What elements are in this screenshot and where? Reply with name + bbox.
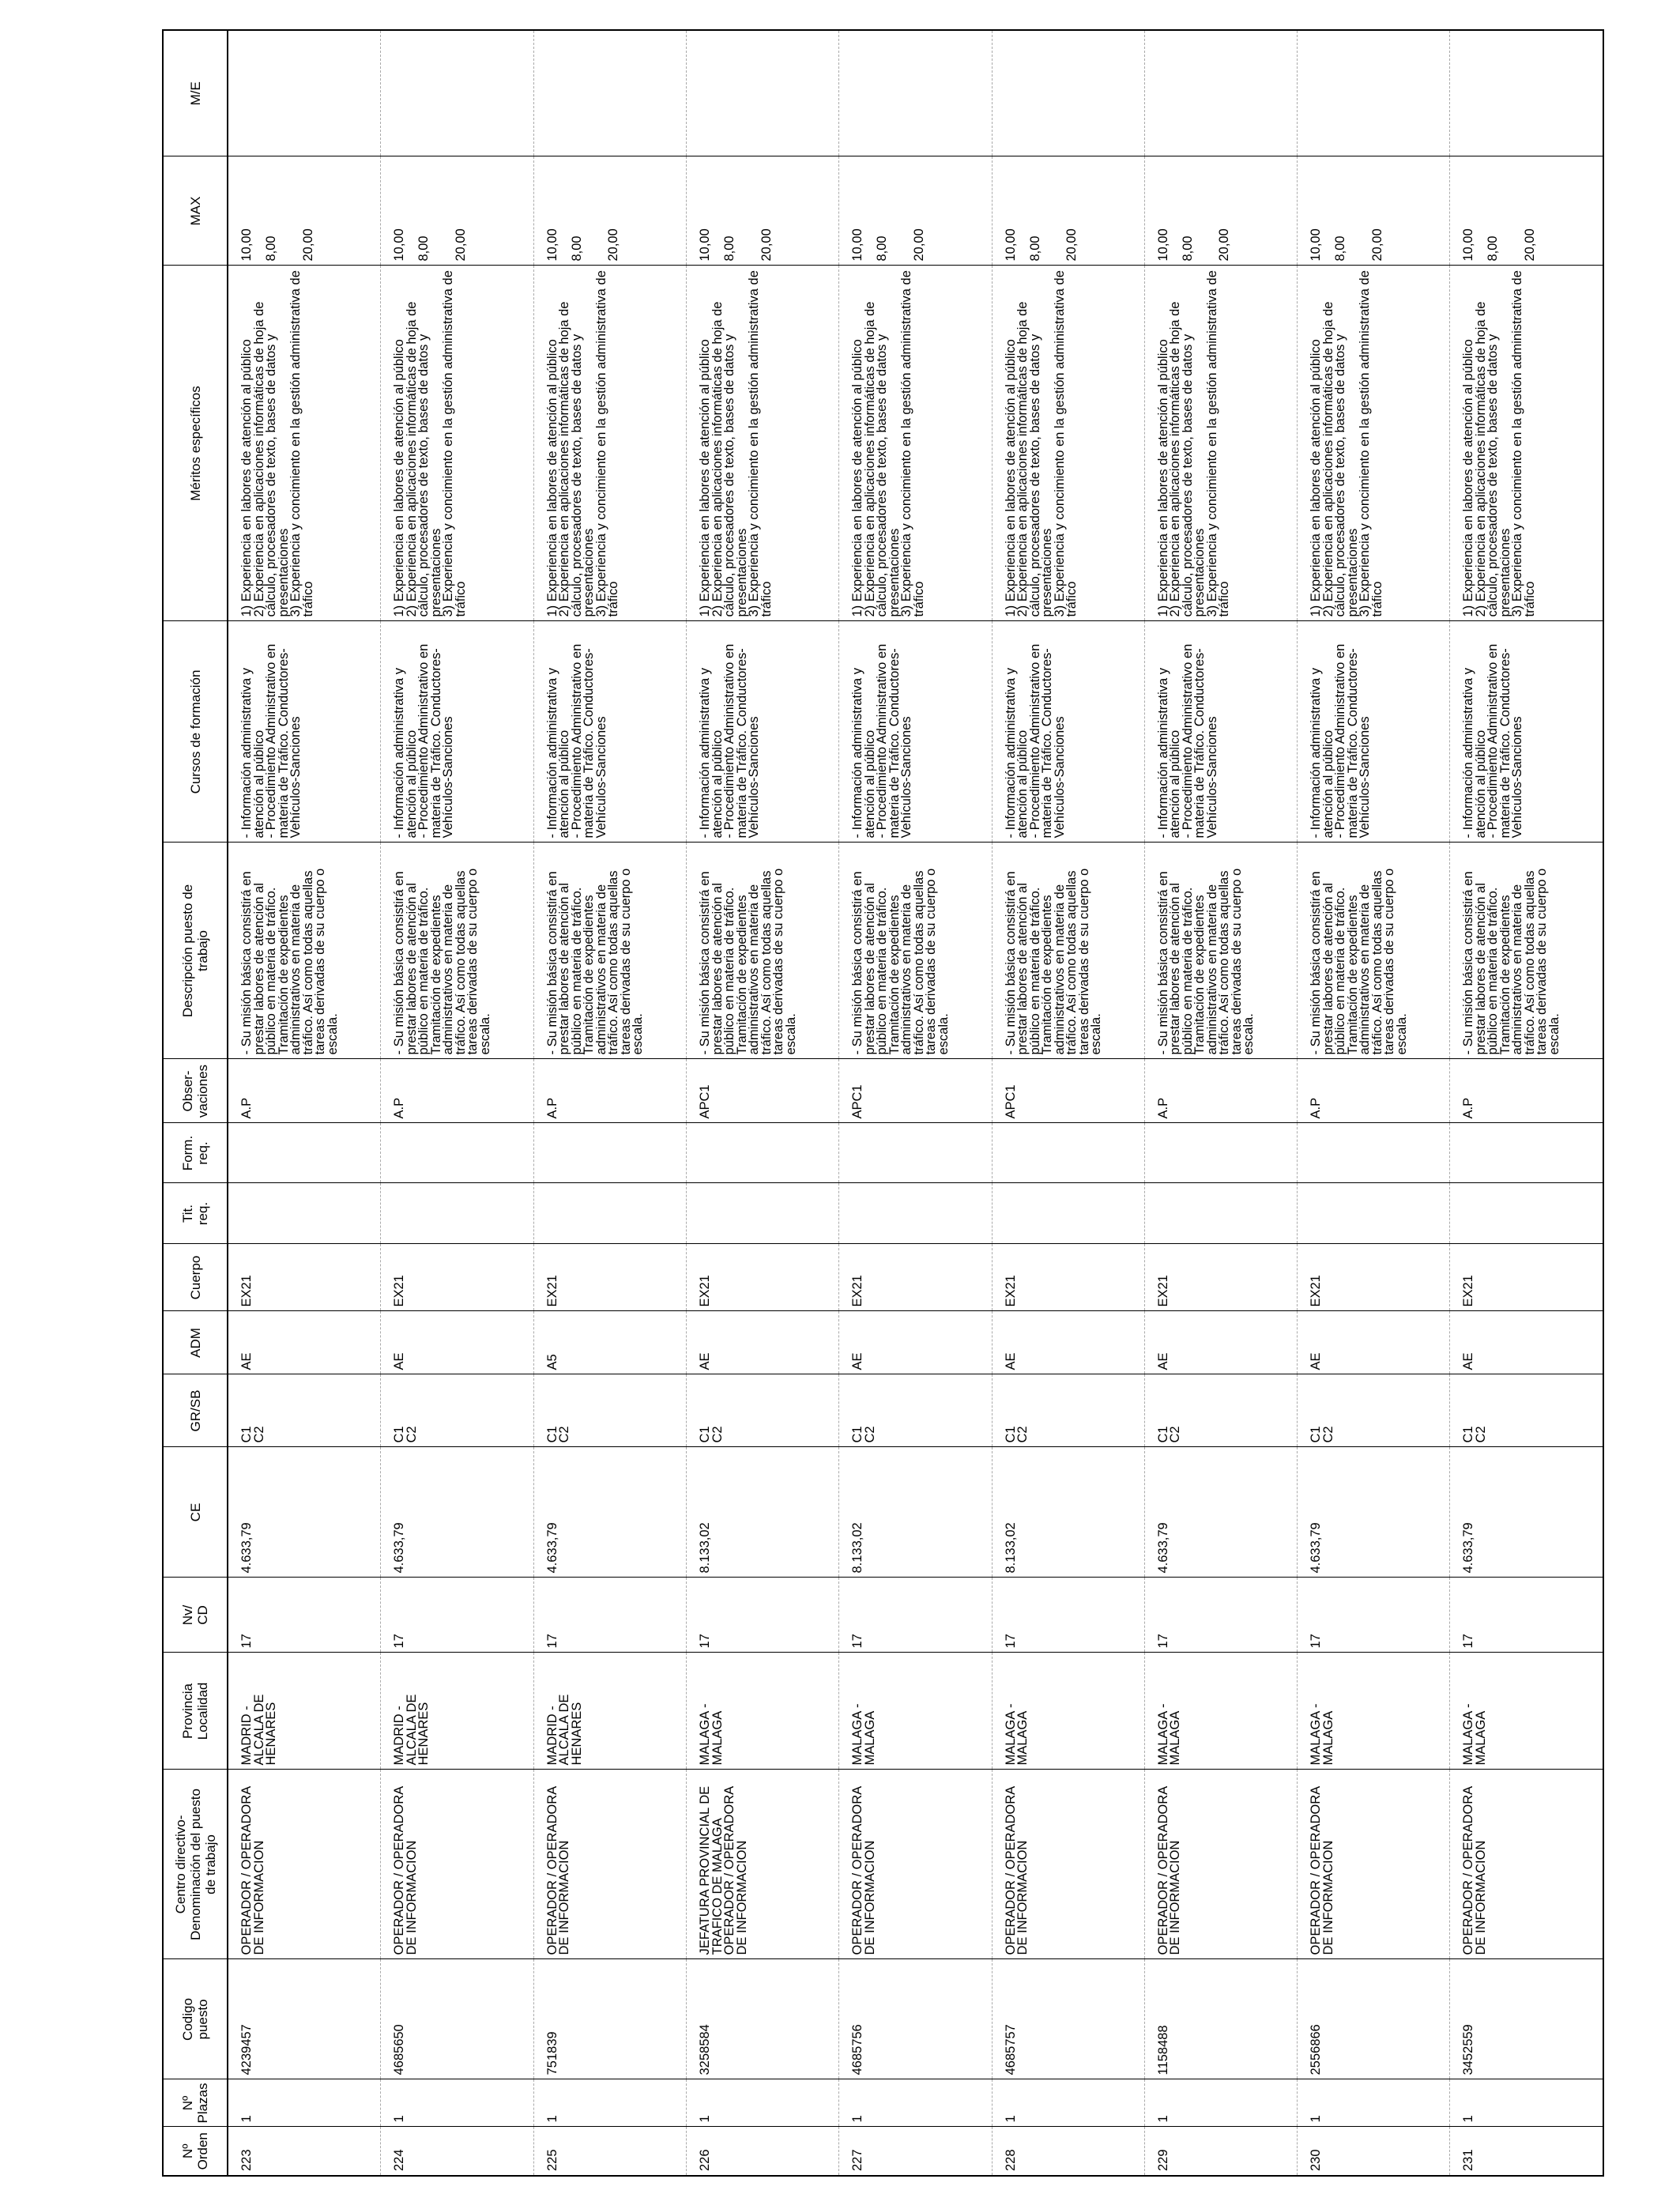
header-meritos: Méritos específicos [163,266,228,621]
cell-formacion [1298,1123,1450,1183]
cell-nivel: 17 [1450,1578,1603,1653]
denominacion-puesto: OPERADOR / OPERADORA DE INFORMACION [1003,1786,1030,1955]
cell-centro [687,1770,839,1959]
header-formacion: Form. req. [163,1123,228,1183]
cell-codigo: 4239457 [228,1959,381,2079]
cell-meritos: 1) Experiencia en labores de atención al público 2) Experiencia en aplicaciones informáticas de hoja de cálculo, procesadores de texto, bases de datos y presentaciones 3) Experiencia y concimiento en la gestión administrativa de tráfico [1144,266,1297,621]
cell-meritos: 1) Experiencia en labores de atención al público 2) Experiencia en aplicaciones informáticas de hoja de cálculo, procesadores de texto, bases de datos y presentaciones 3) Experiencia y concimiento en la gestión administrativa de tráfico [687,266,839,621]
cell-descripcion: - Su misión básica consistirá en prestar labores de atención al público en materia de tráfico. Tramitación de expedientes administrativos en materia de tráfico. Así como todas aquellas tareas derivadas de su cuerpo o escala. [533,843,686,1059]
cell-me [839,30,992,156]
cell-codigo: 2556866 [1298,1959,1450,2079]
header-max: MAX [163,156,228,266]
cell-cursos: - Información administrativa y atención al público - Procedimiento Administrativo en materia de Tráfico. Conductores-Vehículos-Sanciones [533,621,686,843]
cell-adm: AE [839,1311,992,1374]
cell-centro [533,1770,686,1959]
cell-centro [1298,1770,1450,1959]
denominacion-puesto: OPERADOR / OPERADORA DE INFORMACION [1461,1786,1488,1955]
table-row [687,30,839,2176]
cell-max: 10,00 8,00 20,00 [1144,156,1297,266]
cell-observaciones: A.P [228,1059,381,1123]
header-ce: CE [163,1447,228,1578]
header-provincia: Provincia Localidad [163,1653,228,1770]
cell-formacion [839,1123,992,1183]
cell-orden: 227 [839,2127,992,2176]
cell-me [228,30,381,156]
cell-ce: 4.633,79 [381,1447,533,1578]
cell-me [687,30,839,156]
cell-cuerpo: EX21 [1298,1244,1450,1311]
cell-cursos: - Información administrativa y atención al público - Procedimiento Administrativo en materia de Tráfico. Conductores-Vehículos-Sanciones [381,621,533,843]
header-centro: Centro directivo- Denominación del puesto de trabajo [163,1770,228,1959]
table-row [992,30,1144,2176]
cell-meritos: 1) Experiencia en labores de atención al público 2) Experiencia en aplicaciones informáticas de hoja de cálculo, procesadores de texto, bases de datos y presentaciones 3) Experiencia y concimiento en la gestión administrativa de tráfico [839,266,992,621]
cell-descripcion: - Su misión básica consistirá en prestar labores de atención al público en materia de tráfico. Tramitación de expedientes administrativos en materia de tráfico. Así como todas aquellas tareas derivadas de su cuerpo o escala. [381,843,533,1059]
cell-cuerpo: EX21 [381,1244,533,1311]
cell-adm: AE [1144,1311,1297,1374]
cell-grupo: C1 C2 [228,1374,381,1447]
cell-provincia: MALAGA - MALAGA [1450,1653,1603,1770]
cell-observaciones: A.P [381,1059,533,1123]
cell-nivel: 17 [992,1578,1144,1653]
cell-provincia: MALAGA - MALAGA [1298,1653,1450,1770]
cell-descripcion: - Su misión básica consistirá en prestar labores de atención al público en materia de tráfico. Tramitación de expedientes administrativos en materia de tráfico. Así como todas aquellas tareas derivadas de su cuerpo o escala. [992,843,1144,1059]
cell-descripcion: - Su misión básica consistirá en prestar labores de atención al público en materia de tráfico. Tramitación de expedientes administrativos en materia de tráfico. Así como todas aquellas tareas derivadas de su cuerpo o escala. [1450,843,1603,1059]
cell-titulacion [992,1183,1144,1244]
cell-formacion [1450,1123,1603,1183]
cell-meritos: 1) Experiencia en labores de atención al público 2) Experiencia en aplicaciones informáticas de hoja de cálculo, procesadores de texto, bases de datos y presentaciones 3) Experiencia y concimiento en la gestión administrativa de tráfico [533,266,686,621]
header-titulacion: Tit. req. [163,1183,228,1244]
cell-ce: 4.633,79 [1450,1447,1603,1578]
table-body [228,30,1603,2176]
header-plazas: Nº Plazas [163,2079,228,2127]
cell-observaciones: A.P [1144,1059,1297,1123]
cell-provincia: MADRID - ALCALA DE HENARES [381,1653,533,1770]
cell-plazas: 1 [992,2079,1144,2127]
cell-observaciones: APC1 [839,1059,992,1123]
cell-centro [1144,1770,1297,1959]
denominacion-puesto: OPERADOR / OPERADORA DE INFORMACION [1155,1786,1183,1955]
cell-adm: AE [1298,1311,1450,1374]
cell-max: 10,00 8,00 20,00 [687,156,839,266]
header-cursos: Cursos de formación [163,621,228,843]
cell-grupo: C1 C2 [687,1374,839,1447]
header-codigo: Codigo puesto [163,1959,228,2079]
cell-meritos: 1) Experiencia en labores de atención al público 2) Experiencia en aplicaciones informáticas de hoja de cálculo, procesadores de texto, bases de datos y presentaciones 3) Experiencia y concimiento en la gestión administrativa de tráfico [228,266,381,621]
cell-meritos: 1) Experiencia en labores de atención al público 2) Experiencia en aplicaciones informáticas de hoja de cálculo, procesadores de texto, bases de datos y presentaciones 3) Experiencia y concimiento en la gestión administrativa de tráfico [992,266,1144,621]
cell-cuerpo: EX21 [228,1244,381,1311]
cell-formacion [533,1123,686,1183]
cell-centro [381,1770,533,1959]
cell-codigo: 3258584 [687,1959,839,2079]
cell-max: 10,00 8,00 20,00 [381,156,533,266]
cell-observaciones: APC1 [992,1059,1144,1123]
cell-grupo: C1 C2 [839,1374,992,1447]
cell-adm: AE [1450,1311,1603,1374]
cell-cursos: - Información administrativa y atención al público - Procedimiento Administrativo en materia de Tráfico. Conductores-Vehículos-Sanciones [1298,621,1450,843]
cell-orden: 226 [687,2127,839,2176]
denominacion-puesto: OPERADOR / OPERADORA DE INFORMACION [544,1786,572,1955]
table-row [228,30,381,2176]
cell-centro [839,1770,992,1959]
cell-plazas: 1 [839,2079,992,2127]
table-row [1144,30,1297,2176]
header-adm: ADM [163,1311,228,1374]
cell-cuerpo: EX21 [1144,1244,1297,1311]
denominacion-puesto: OPERADOR / OPERADORA DE INFORMACION [1309,1786,1335,1955]
header-grupo: GR/SB [163,1374,228,1447]
cell-observaciones: A.P [1298,1059,1450,1123]
cell-adm: AE [992,1311,1144,1374]
header-row [163,30,228,2176]
cell-me [1298,30,1450,156]
cell-ce: 8.133,02 [839,1447,992,1578]
cell-orden: 228 [992,2127,1144,2176]
cell-adm: AE [381,1311,533,1374]
cell-codigo: 1158488 [1144,1959,1297,2079]
cell-nivel: 17 [228,1578,381,1653]
cell-codigo: 4685650 [381,1959,533,2079]
cell-formacion [992,1123,1144,1183]
header-me: M/E [163,30,228,156]
cell-observaciones: A.P [533,1059,686,1123]
cell-adm: AE [228,1311,381,1374]
denominacion-puesto: OPERADOR / OPERADORA DE INFORMACION [392,1786,419,1955]
cell-provincia: MALAGA - MALAGA [687,1653,839,1770]
cell-me [533,30,686,156]
cell-descripcion: - Su misión básica consistirá en prestar labores de atención al público en materia de tráfico. Tramitación de expedientes administrativos en materia de tráfico. Así como todas aquellas tareas derivadas de su cuerpo o escala. [839,843,992,1059]
cell-provincia: MALAGA - MALAGA [839,1653,992,1770]
cell-orden: 229 [1144,2127,1297,2176]
cell-titulacion [1144,1183,1297,1244]
cell-orden: 223 [228,2127,381,2176]
table-row [381,30,533,2176]
cell-grupo: C1 C2 [1144,1374,1297,1447]
cell-centro [1450,1770,1603,1959]
cell-me [992,30,1144,156]
cell-cursos: - Información administrativa y atención al público - Procedimiento Administrativo en materia de Tráfico. Conductores-Vehículos-Sanciones [228,621,381,843]
cell-cursos: - Información administrativa y atención al público - Procedimiento Administrativo en materia de Tráfico. Conductores-Vehículos-Sanciones [992,621,1144,843]
cell-plazas: 1 [228,2079,381,2127]
cell-formacion [228,1123,381,1183]
cell-titulacion [1298,1183,1450,1244]
cell-nivel: 17 [1144,1578,1297,1653]
cell-cursos: - Información administrativa y atención al público - Procedimiento Administrativo en materia de Tráfico. Conductores-Vehículos-Sanciones [1144,621,1297,843]
cell-ce: 8.133,02 [992,1447,1144,1578]
cell-titulacion [533,1183,686,1244]
cell-nivel: 17 [839,1578,992,1653]
cell-formacion [1144,1123,1297,1183]
cell-me [1144,30,1297,156]
cell-provincia: MALAGA - MALAGA [992,1653,1144,1770]
cell-cursos: - Información administrativa y atención al público - Procedimiento Administrativo en materia de Tráfico. Conductores-Vehículos-Sanciones [1450,621,1603,843]
cell-max: 10,00 8,00 20,00 [1450,156,1603,266]
cell-cuerpo: EX21 [687,1244,839,1311]
cell-nivel: 17 [1298,1578,1450,1653]
cell-me [1450,30,1603,156]
cell-grupo: C1 C2 [992,1374,1144,1447]
cell-max: 10,00 8,00 20,00 [1298,156,1450,266]
cell-centro [228,1770,381,1959]
cell-plazas: 1 [687,2079,839,2127]
header-descripcion: Descripción puesto de trabajo [163,843,228,1059]
cell-descripcion: - Su misión básica consistirá en prestar labores de atención al público en materia de tráfico. Tramitación de expedientes administrativos en materia de tráfico. Así como todas aquellas tareas derivadas de su cuerpo o escala. [1144,843,1297,1059]
cell-plazas: 1 [1450,2079,1603,2127]
cell-orden: 225 [533,2127,686,2176]
header-observaciones: Obser- vaciones [163,1059,228,1123]
cell-cuerpo: EX21 [992,1244,1144,1311]
cell-titulacion [381,1183,533,1244]
cell-me [381,30,533,156]
cell-orden: 224 [381,2127,533,2176]
cell-plazas: 1 [1298,2079,1450,2127]
cell-max: 10,00 8,00 20,00 [533,156,686,266]
denominacion-puesto: OPERADOR / OPERADORA DE INFORMACION [850,1786,877,1955]
cell-titulacion [687,1183,839,1244]
table-row [1298,30,1450,2176]
cell-adm: AE [687,1311,839,1374]
cell-cursos: - Información administrativa y atención al público - Procedimiento Administrativo en materia de Tráfico. Conductores-Vehículos-Sanciones [839,621,992,843]
cell-cuerpo: EX21 [533,1244,686,1311]
cell-meritos: 1) Experiencia en labores de atención al público 2) Experiencia en aplicaciones informáticas de hoja de cálculo, procesadores de texto, bases de datos y presentaciones 3) Experiencia y concimiento en la gestión administrativa de tráfico [1298,266,1450,621]
cell-observaciones: APC1 [687,1059,839,1123]
table-row [839,30,992,2176]
cell-plazas: 1 [1144,2079,1297,2127]
cell-ce: 8.133,02 [687,1447,839,1578]
cell-nivel: 17 [687,1578,839,1653]
cell-titulacion [1450,1183,1603,1244]
cell-descripcion: - Su misión básica consistirá en prestar labores de atención al público en materia de tráfico. Tramitación de expedientes administrativos en materia de tráfico. Así como todas aquellas tareas derivadas de su cuerpo o escala. [1298,843,1450,1059]
cell-plazas: 1 [533,2079,686,2127]
cell-codigo: 3452559 [1450,1959,1603,2079]
cell-grupo: C1 C2 [533,1374,686,1447]
cell-cursos: - Información administrativa y atención al público - Procedimiento Administrativo en materia de Tráfico. Conductores-Vehículos-Sanciones [687,621,839,843]
cell-ce: 4.633,79 [1298,1447,1450,1578]
cell-grupo: C1 C2 [1298,1374,1450,1447]
cell-provincia: MADRID - ALCALA DE HENARES [228,1653,381,1770]
header-orden: Nº Orden [163,2127,228,2176]
cell-cuerpo: EX21 [1450,1244,1603,1311]
denominacion-puesto: OPERADOR / OPERADORA DE INFORMACION [722,1786,749,1955]
cell-nivel: 17 [381,1578,533,1653]
cell-titulacion [839,1183,992,1244]
cell-max: 10,00 8,00 20,00 [228,156,381,266]
table-row [1450,30,1603,2176]
centro-directivo: JEFATURA PROVINCIAL DE TRAFICO DE MALAGA [698,1785,725,1955]
header-cuerpo: Cuerpo [163,1244,228,1311]
cell-descripcion: - Su misión básica consistirá en prestar labores de atención al público en materia de tráfico. Tramitación de expedientes administrativos en materia de tráfico. Así como todas aquellas tareas derivadas de su cuerpo o escala. [687,843,839,1059]
cell-codigo: 751839 [533,1959,686,2079]
cell-ce: 4.633,79 [533,1447,686,1578]
cell-plazas: 1 [381,2079,533,2127]
cell-orden: 230 [1298,2127,1450,2176]
cell-centro [992,1770,1144,1959]
cell-max: 10,00 8,00 20,00 [839,156,992,266]
cell-formacion [687,1123,839,1183]
cell-grupo: C1 C2 [1450,1374,1603,1447]
cell-adm: A5 [533,1311,686,1374]
cell-meritos: 1) Experiencia en labores de atención al público 2) Experiencia en aplicaciones informáticas de hoja de cálculo, procesadores de texto, bases de datos y presentaciones 3) Experiencia y concimiento en la gestión administrativa de tráfico [381,266,533,621]
denominacion-puesto: OPERADOR / OPERADORA DE INFORMACION [239,1786,266,1955]
cell-ce: 4.633,79 [1144,1447,1297,1578]
cell-provincia: MADRID - ALCALA DE HENARES [533,1653,686,1770]
cell-orden: 231 [1450,2127,1603,2176]
cell-nivel: 17 [533,1578,686,1653]
cell-max: 10,00 8,00 20,00 [992,156,1144,266]
cell-formacion [381,1123,533,1183]
cell-codigo: 4685756 [839,1959,992,2079]
header-nivel: Nv/ CD [163,1578,228,1653]
cell-provincia: MALAGA - MALAGA [1144,1653,1297,1770]
cell-codigo: 4685757 [992,1959,1144,2079]
cell-grupo: C1 C2 [381,1374,533,1447]
table-row [533,30,686,2176]
cell-meritos: 1) Experiencia en labores de atención al público 2) Experiencia en aplicaciones informáticas de hoja de cálculo, procesadores de texto, bases de datos y presentaciones 3) Experiencia y concimiento en la gestión administrativa de tráfico [1450,266,1603,621]
cell-titulacion [228,1183,381,1244]
positions-table [162,29,1604,2177]
cell-observaciones: A.P [1450,1059,1603,1123]
cell-descripcion: - Su misión básica consistirá en prestar labores de atención al público en materia de tráfico. Tramitación de expedientes administrativos en materia de tráfico. Así como todas aquellas tareas derivadas de su cuerpo o escala. [228,843,381,1059]
cell-cuerpo: EX21 [839,1244,992,1311]
cell-ce: 4.633,79 [228,1447,381,1578]
